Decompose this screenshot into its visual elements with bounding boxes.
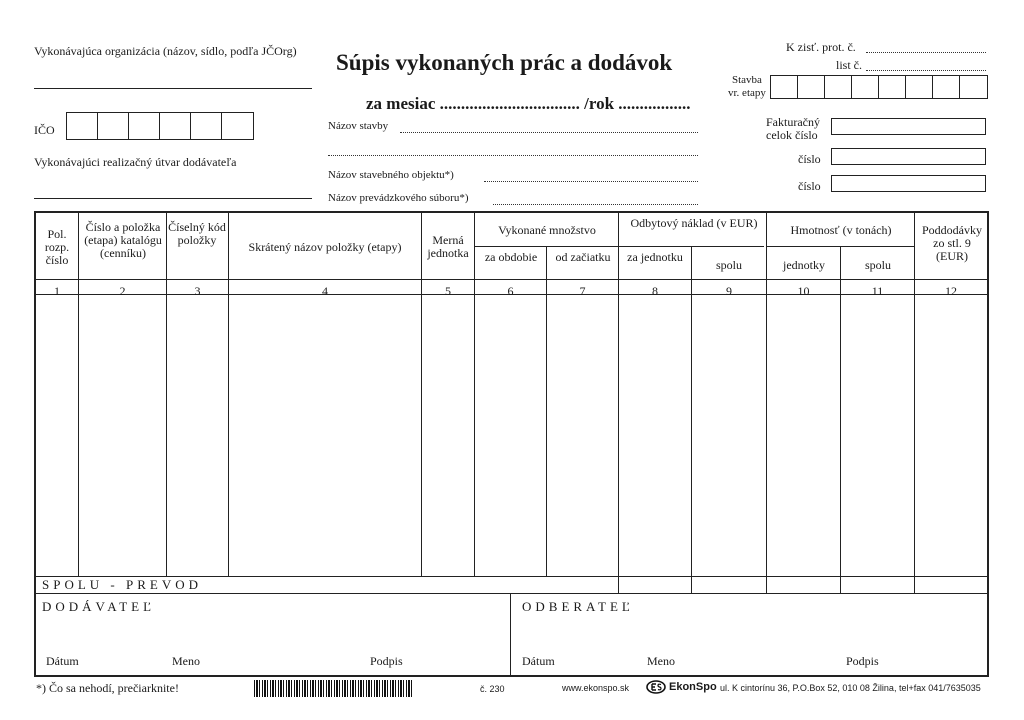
cislo-field-1[interactable] (831, 148, 986, 165)
spolu-bottom-rule (34, 593, 989, 594)
col-number: 11 (871, 284, 884, 298)
header-bottom-rule (34, 279, 989, 280)
col-number: 4 (322, 284, 328, 298)
dodavatel-podpis: Podpis (370, 654, 403, 668)
etapa-label-1: Stavba (732, 74, 762, 86)
etapa-boxes[interactable] (770, 75, 988, 99)
etapa-label-2: vr. etapy (728, 87, 766, 99)
objekt-line[interactable] (484, 181, 698, 182)
col-header-9: spolu (715, 258, 742, 272)
stavba-line[interactable] (400, 132, 698, 133)
dodavatel-label: DODÁVATEĽ (42, 599, 156, 614)
ico-boxes[interactable] (66, 112, 254, 140)
org-label: Vykonávajúca organizácia (názov, sídlo, podľa JČOrg) (34, 44, 297, 58)
page-title: Súpis vykonaných prác a dodávok (336, 50, 673, 75)
odberatel-label: ODBERATEĽ (522, 599, 634, 614)
col-number: 10 (797, 284, 810, 298)
col-number: 6 (507, 284, 514, 298)
barcode (254, 680, 412, 697)
stavba-line-2[interactable] (328, 155, 698, 156)
col-number: 7 (579, 284, 586, 298)
group-rule-1 (474, 246, 764, 247)
org-line (34, 88, 312, 89)
col-header-7: od začiatku (555, 250, 611, 264)
ico-label: IČO (34, 123, 55, 137)
col-number: 1 (54, 284, 60, 298)
group-header-3: Hmotnosť (v tonách) (790, 223, 892, 237)
unit-line (34, 198, 312, 199)
odberatel-meno: Meno (647, 654, 675, 668)
col-number: 8 (652, 284, 658, 298)
cislo-field-2[interactable] (831, 175, 986, 192)
col-header-8: za jednotku (627, 250, 683, 264)
col-header-6: za obdobie (484, 250, 538, 264)
col-number: 5 (445, 284, 451, 298)
period-line: za mesiac ................................. /rok ................. (366, 94, 691, 113)
col-number: 12 (945, 284, 957, 298)
subor-label: Názov prevádzkového súboru*) (328, 192, 469, 204)
objekt-label: Názov stavebného objektu*) (328, 169, 454, 181)
footnote: *) Čo sa nehodí, prečiarknite! (36, 681, 179, 695)
col-header-3: Číselný kód položky (168, 220, 226, 247)
col-header-5: Merná jednotka (427, 233, 469, 260)
prot-label: K zisť. prot. č. (786, 40, 856, 54)
bottom-divider (510, 593, 511, 677)
prot-line[interactable] (866, 52, 986, 53)
list-line[interactable] (866, 70, 986, 71)
group-header-1: Vykonané množstvo (498, 223, 596, 237)
col-number: 3 (194, 284, 201, 298)
fakt-label-2: celok číslo (766, 128, 818, 142)
dodavatel-meno: Meno (172, 654, 200, 668)
brand-name: EkonSpo (669, 681, 717, 693)
form-number: č. 230 (480, 684, 505, 694)
cislo-label-2: číslo (798, 179, 821, 193)
odberatel-datum: Dátum (522, 654, 555, 668)
col-header-4: Skrátený názov položky (etapy) (248, 240, 402, 254)
subor-line[interactable] (493, 204, 698, 205)
dodavatel-datum: Dátum (46, 654, 79, 668)
fakt-field[interactable] (831, 118, 986, 135)
col-header-10: jednotky (783, 258, 825, 272)
col-header-1: Pol. rozp. číslo (44, 227, 70, 267)
unit-label: Vykonávajúci realizačný útvar dodávateľa (34, 155, 237, 169)
table-frame (34, 211, 989, 677)
col-header-11: spolu (864, 258, 891, 272)
col-header-2: Číslo a položka (etapa) katalógu (cenníku) (84, 220, 162, 260)
col-header-12: Poddodávky zo stl. 9 (EUR) (922, 223, 982, 263)
col-number: 2 (119, 284, 126, 298)
odberatel-podpis: Podpis (846, 654, 879, 668)
stavba-label: Názov stavby (328, 120, 389, 132)
cislo-label-1: číslo (798, 152, 821, 166)
col-number: 9 (726, 284, 732, 298)
list-label: list č. (836, 58, 862, 72)
fakt-label-1: Fakturačný (766, 115, 820, 129)
address: ul. K cintorínu 36, P.O.Box 52, 010 08 Žilina, tel+fax 041/7635035 (720, 683, 981, 693)
website: www.ekonspo.sk (562, 683, 630, 693)
spolu-prevod-label: SPOLU - PREVOD (42, 577, 203, 592)
ekonspo-logo-icon (646, 680, 666, 694)
group-header-2: Odbytový náklad (v EUR) (630, 216, 758, 230)
